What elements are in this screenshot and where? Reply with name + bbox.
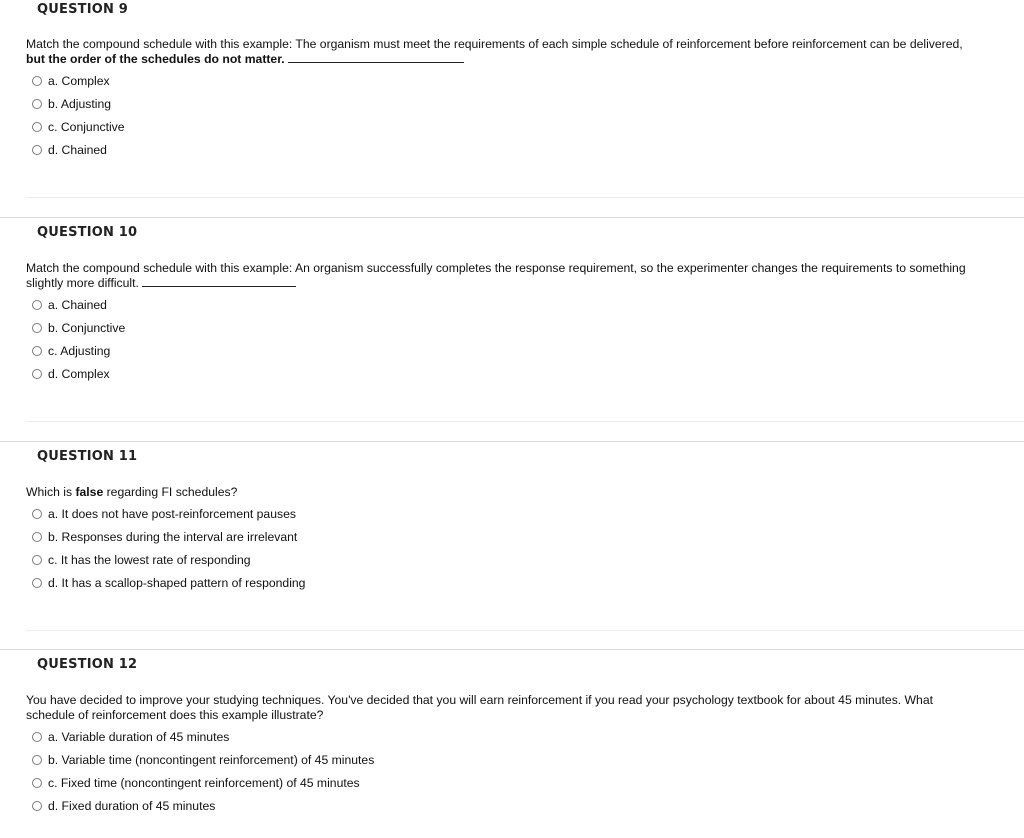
question-12-option-c[interactable]	[32, 775, 360, 791]
question-9-header: QUESTION 9	[37, 2, 129, 17]
question-12-text: You have decided to improve your studying techniques. You've decided that you will earn reinforcement if you read your psychology textbook for about 45 minutes. What schedule of reinforcement does this example illustrate?	[26, 693, 934, 722]
question-12-option-b[interactable]	[32, 752, 374, 768]
divider	[0, 441, 1024, 442]
radio-icon[interactable]	[32, 801, 42, 811]
divider	[26, 421, 1024, 422]
option-label: b. Variable time (noncontingent reinforcement) of 45 minutes	[48, 753, 375, 767]
question-12-option-a[interactable]	[32, 729, 229, 745]
answer-blank	[142, 285, 296, 287]
divider	[0, 649, 1024, 650]
radio-icon[interactable]	[32, 145, 42, 155]
question-10-text-main: Match the compound schedule with this example: An organism successfully completes the response requirement, so the experimenter changes the requirements to something slightly more difficult.	[26, 261, 966, 290]
radio-icon[interactable]	[32, 509, 42, 519]
option-label: d. It has a scallop-shaped pattern of responding	[48, 576, 306, 590]
radio-icon[interactable]	[32, 369, 42, 379]
question-11-option-a[interactable]	[32, 506, 296, 522]
option-label: b. Adjusting	[48, 97, 112, 111]
question-11-text-bold: false	[75, 485, 104, 499]
question-11-text	[26, 485, 966, 500]
radio-icon[interactable]	[32, 555, 42, 565]
question-9-text	[26, 37, 966, 67]
question-9-text-bold: but the order of the schedules do not matter.	[26, 52, 285, 66]
radio-icon[interactable]	[32, 300, 42, 310]
question-10-option-b[interactable]	[32, 320, 125, 336]
radio-icon[interactable]	[32, 732, 42, 742]
question-11-option-b[interactable]	[32, 529, 297, 545]
question-12-header: QUESTION 12	[37, 657, 138, 672]
option-label: c. Conjunctive	[48, 120, 125, 134]
question-9-text-main: Match the compound schedule with this example: The organism must meet the requirements of each simple schedule of reinforcement before reinforcement can be delivered,	[26, 37, 963, 51]
radio-icon[interactable]	[32, 323, 42, 333]
option-label: d. Chained	[48, 143, 107, 157]
question-11-text-pre: Which is	[26, 485, 76, 499]
question-11-text-post: regarding FI schedules?	[103, 485, 238, 499]
radio-icon[interactable]	[32, 578, 42, 588]
radio-icon[interactable]	[32, 99, 42, 109]
option-label: b. Conjunctive	[48, 321, 126, 335]
option-label: a. Chained	[48, 298, 107, 312]
question-9-option-a[interactable]	[32, 73, 110, 89]
divider	[26, 197, 1024, 198]
question-9-option-b[interactable]	[32, 96, 111, 112]
answer-blank	[288, 61, 464, 63]
question-10-option-a[interactable]	[32, 297, 107, 313]
option-label: c. Fixed time (noncontingent reinforcement) of 45 minutes	[48, 776, 360, 790]
option-label: d. Complex	[48, 367, 110, 381]
question-11-header: QUESTION 11	[37, 449, 138, 464]
option-label: c. It has the lowest rate of responding	[48, 553, 251, 567]
radio-icon[interactable]	[32, 755, 42, 765]
question-10-text	[26, 261, 966, 291]
question-11-option-c[interactable]	[32, 552, 251, 568]
question-10-option-c[interactable]	[32, 343, 110, 359]
radio-icon[interactable]	[32, 76, 42, 86]
question-12-option-d[interactable]	[32, 798, 215, 814]
question-9-option-c[interactable]	[32, 119, 125, 135]
radio-icon[interactable]	[32, 532, 42, 542]
option-label: a. Variable duration of 45 minutes	[48, 730, 230, 744]
question-10-header: QUESTION 10	[37, 225, 138, 240]
question-10-option-d[interactable]	[32, 366, 110, 382]
question-11-option-d[interactable]	[32, 575, 305, 591]
option-label: a. It does not have post-reinforcement pauses	[48, 507, 296, 521]
question-9-option-d[interactable]	[32, 142, 107, 158]
radio-icon[interactable]	[32, 122, 42, 132]
divider	[26, 630, 1024, 631]
option-label: a. Complex	[48, 74, 110, 88]
option-label: d. Fixed duration of 45 minutes	[48, 799, 216, 813]
radio-icon[interactable]	[32, 346, 42, 356]
option-label: b. Responses during the interval are irrelevant	[48, 530, 298, 544]
radio-icon[interactable]	[32, 778, 42, 788]
option-label: c. Adjusting	[48, 344, 111, 358]
divider	[0, 217, 1024, 218]
